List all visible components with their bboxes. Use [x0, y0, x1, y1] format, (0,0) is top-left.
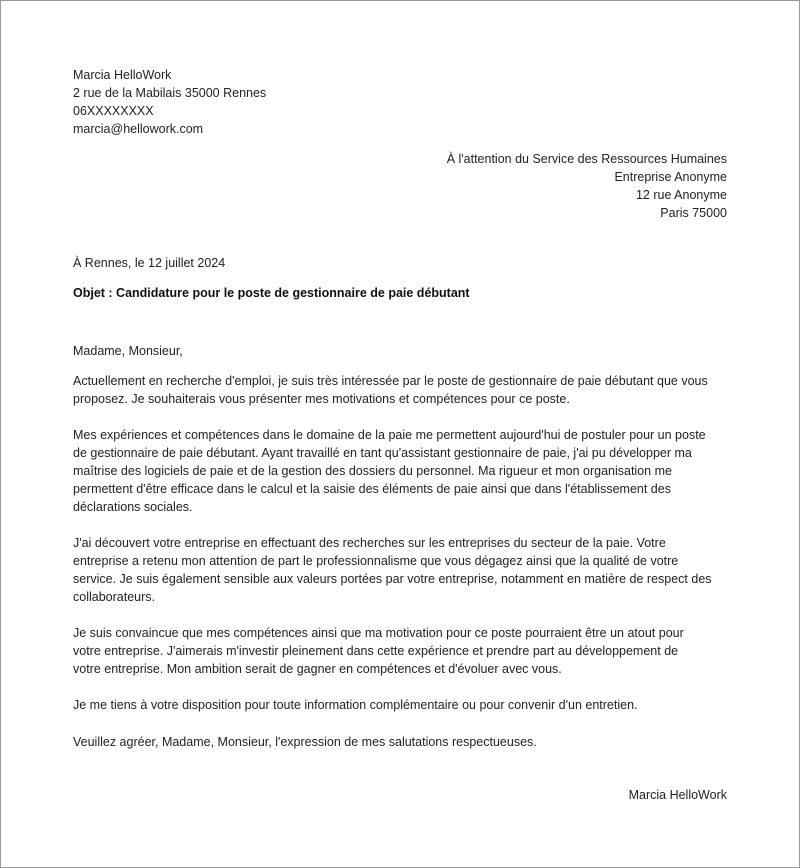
signature: Marcia HelloWork [628, 788, 727, 802]
recipient-company: Entreprise Anonyme [614, 170, 727, 184]
body-paragraph-1 [73, 372, 733, 408]
recipient-block [447, 150, 727, 222]
recipient-street: 12 rue Anonyme [635, 188, 727, 202]
body-paragraph-5 [73, 696, 733, 714]
paragraph-line: permettent d'être efficace dans le calcul et la saisie des éléments de paie ainsi que dans l'établissement des [73, 482, 671, 496]
sender-email: marcia@hellowork.com [73, 122, 204, 136]
paragraph-line: service. Je suis également sensible aux valeurs portées par votre entreprise, notamment en matière de respect des [73, 572, 712, 586]
paragraph-line: J'ai découvert votre entreprise en effectuant des recherches sur les entreprises du secteur de la paie. Votre [73, 536, 666, 550]
closing-paragraph [73, 733, 733, 751]
body-paragraph-2 [73, 426, 733, 516]
greeting: Madame, Monsieur, [73, 344, 183, 358]
paragraph-line: Je me tiens à votre disposition pour toute information complémentaire ou pour convenir d'un entretien. [73, 698, 638, 712]
sender-name: Marcia HelloWork [73, 68, 172, 82]
paragraph-line: Mes expériences et compétences dans le domaine de la paie me permettent aujourd'hui de postuler pour un poste [73, 428, 706, 442]
paragraph-line: Veuillez agréer, Madame, Monsieur, l'expression de mes salutations respectueuses. [73, 735, 537, 749]
paragraph-line: déclarations sociales. [73, 500, 193, 514]
paragraph-line: votre entreprise. J'aimerais m'investir pleinement dans cette expérience et prendre part au développement de [73, 644, 679, 658]
paragraph-line: votre entreprise. Mon ambition serait de gagner en compétences et d'évoluer avec vous. [73, 662, 562, 676]
paragraph-line: collaborateurs. [73, 590, 155, 604]
body-paragraph-3 [73, 534, 733, 606]
paragraph-line: Actuellement en recherche d'emploi, je suis très intéressée par le poste de gestionnaire de paie débutant que vous [73, 374, 708, 388]
recipient-attention: À l'attention du Service des Ressources Humaines [446, 152, 727, 166]
subject-line: Objet : Candidature pour le poste de gestionnaire de paie débutant [73, 286, 470, 300]
paragraph-line: maîtrise des logiciels de paie et de la gestion des dossiers du personnel. Ma rigueur et mon organisation me [73, 464, 672, 478]
sender-address: 2 rue de la Mabilais 35000 Rennes [73, 86, 267, 100]
sender-block [73, 66, 266, 138]
date-line: À Rennes, le 12 juillet 2024 [73, 256, 226, 270]
paragraph-line: entreprise a retenu mon attention de part le professionnalisme que vous dégagez ainsi que la qualité de votre [73, 554, 679, 568]
paragraph-line: Je suis convaincue que mes compétences ainsi que ma motivation pour ce poste pourraient être un atout pour [73, 626, 684, 640]
recipient-city: Paris 75000 [660, 206, 727, 220]
body-paragraph-4 [73, 624, 733, 678]
sender-phone: 06XXXXXXXX [73, 104, 154, 118]
paragraph-line: proposez. Je souhaiterais vous présenter mes motivations et compétences pour ce poste. [73, 392, 570, 406]
paragraph-line: de gestionnaire de paie débutant. Ayant travaillé en tant qu'assistant gestionnaire de paie, j'ai pu développer ma [73, 446, 692, 460]
